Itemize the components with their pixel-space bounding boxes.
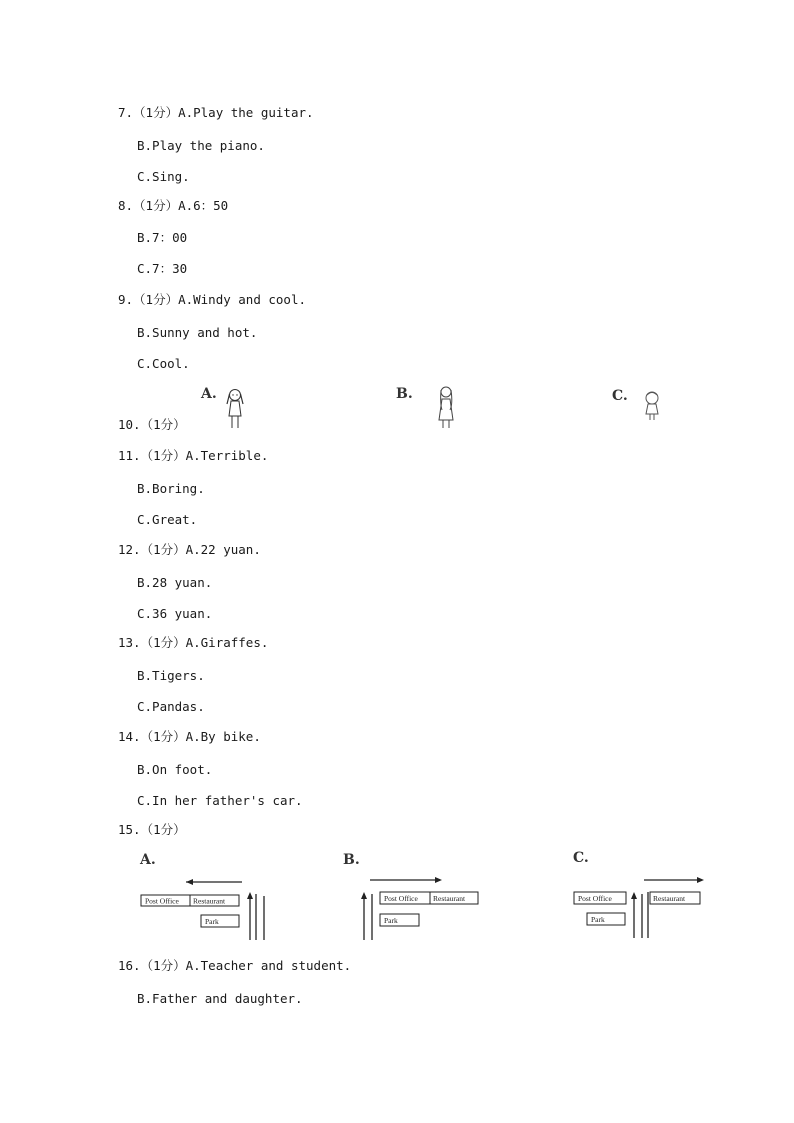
map-c-diagram bbox=[572, 872, 710, 944]
map-a-post-office: Post Office bbox=[145, 896, 179, 906]
q16-option-b: B.Father and daughter. bbox=[137, 991, 303, 1006]
q9-option-c: C.Cool. bbox=[137, 356, 190, 371]
map-a-diagram bbox=[138, 872, 268, 944]
q10-label-c: C. bbox=[612, 388, 628, 404]
q14-option-c: C.In her father's car. bbox=[137, 793, 303, 808]
q7-option-b: B.Play the piano. bbox=[137, 138, 265, 153]
q12-stem: 12.（1分）A.22 yuan. bbox=[118, 542, 261, 557]
q11-option-c: C.Great. bbox=[137, 512, 198, 527]
q8-option-c: C.7：30 bbox=[137, 261, 188, 276]
map-c-park: Park bbox=[591, 915, 605, 924]
q10-label-b: B. bbox=[396, 386, 413, 402]
q8-option-b: B.7：00 bbox=[137, 230, 188, 245]
map-a-park: Park bbox=[205, 917, 219, 926]
q11-option-b: B.Boring. bbox=[137, 481, 205, 496]
q12-option-c: C.36 yuan. bbox=[137, 606, 213, 621]
q15-label-c: C. bbox=[573, 850, 589, 866]
q9-option-b: B.Sunny and hot. bbox=[137, 325, 258, 340]
girl-pigtails-icon bbox=[222, 386, 248, 430]
q16-stem: 16.（1分）A.Teacher and student. bbox=[118, 958, 352, 973]
q15-label-b: B. bbox=[343, 852, 360, 868]
map-c-restaurant: Restaurant bbox=[653, 894, 686, 903]
q8-stem: 8.（1分）A.6：50 bbox=[118, 198, 229, 213]
small-child-icon bbox=[640, 390, 664, 422]
girl-long-hair-icon bbox=[432, 384, 460, 430]
q7-option-c: C.Sing. bbox=[137, 169, 190, 184]
q13-option-b: B.Tigers. bbox=[137, 668, 205, 683]
q14-stem: 14.（1分）A.By bike. bbox=[118, 729, 261, 744]
q10-label-a: A. bbox=[201, 386, 217, 402]
q14-option-b: B.On foot. bbox=[137, 762, 213, 777]
q15-stem: 15.（1分） bbox=[118, 822, 186, 837]
q13-stem: 13.（1分）A.Giraffes. bbox=[118, 635, 269, 650]
q7-stem: 7.（1分）A.Play the guitar. bbox=[118, 105, 314, 120]
map-b-diagram bbox=[356, 872, 484, 944]
q11-stem: 11.（1分）A.Terrible. bbox=[118, 448, 269, 463]
q9-stem: 9.（1分）A.Windy and cool. bbox=[118, 292, 307, 307]
q12-option-b: B.28 yuan. bbox=[137, 575, 213, 590]
map-c-post-office: Post Office bbox=[578, 894, 612, 903]
q13-option-c: C.Pandas. bbox=[137, 699, 205, 714]
map-b-restaurant: Restaurant bbox=[433, 894, 466, 903]
q15-label-a: A. bbox=[140, 852, 156, 868]
q10-stem: 10.（1分） bbox=[118, 417, 186, 432]
map-a-restaurant: Restaurant bbox=[193, 896, 226, 906]
map-b-park: Park bbox=[384, 916, 398, 925]
map-b-post-office: Post Office bbox=[384, 894, 418, 903]
